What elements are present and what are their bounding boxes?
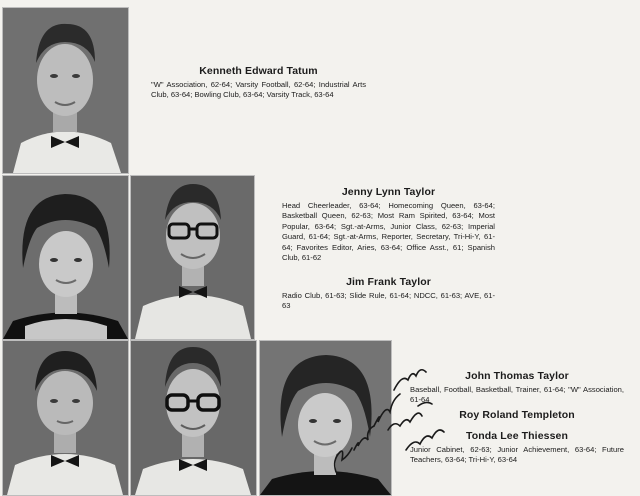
student-name: Roy Roland Templeton	[459, 409, 575, 421]
bio-roy-templeton	[410, 409, 624, 424]
portrait-jenny-taylor	[2, 175, 129, 340]
student-name: John Thomas Taylor	[465, 370, 569, 382]
bio-jenny-taylor	[282, 186, 495, 263]
portrait-john-taylor	[2, 340, 129, 496]
bio-kenneth-tatum	[151, 65, 366, 101]
student-name: Kenneth Edward Tatum	[199, 65, 318, 77]
bio-tonda-thiessen	[410, 430, 624, 466]
student-activities: Junior Cabinet, 62-63; Junior Achievement, 63-64; Future Teachers, 63-64; Tri-Hi-Y, 63-64	[410, 445, 624, 465]
student-name: Tonda Lee Thiessen	[466, 430, 568, 442]
bio-john-taylor	[410, 370, 624, 406]
portrait-roy-templeton	[130, 340, 257, 496]
student-activities: "W" Association, 62-64; Varsity Football, 62-64; Industrial Arts Club, 63-64; Bowling Club, 63-64; Varsity Track, 63-64	[151, 80, 366, 100]
portrait-kenneth-tatum	[2, 7, 129, 174]
student-name: Jim Frank Taylor	[346, 276, 431, 288]
student-activities: Radio Club, 61-63; Slide Rule, 61-64; NDCC, 61-63; AVE, 61-63	[282, 291, 495, 311]
student-activities: Baseball, Football, Basketball, Trainer, 61-64; "W" Association, 61-64	[410, 385, 624, 405]
student-activities: Head Cheerleader, 63-64; Homecoming Queen, 63-64; Basketball Queen, 62-63; Most Ram Spirited, 63-64; Most Popular, 63-64; Sgt.-at-Arms, Junior Class, 62-63; Imperial Guard, 61-64; Sgt.-at-Arms, Reporter, Secretary, Tri-Hi-Y, 61-64; Favorites Editor, Aries, 63-64; Office Asst., 61; Spanish Club, 61-62	[282, 201, 495, 263]
portrait-jim-taylor	[130, 175, 255, 340]
student-name: Jenny Lynn Taylor	[341, 186, 436, 198]
bio-jim-taylor	[282, 276, 495, 312]
